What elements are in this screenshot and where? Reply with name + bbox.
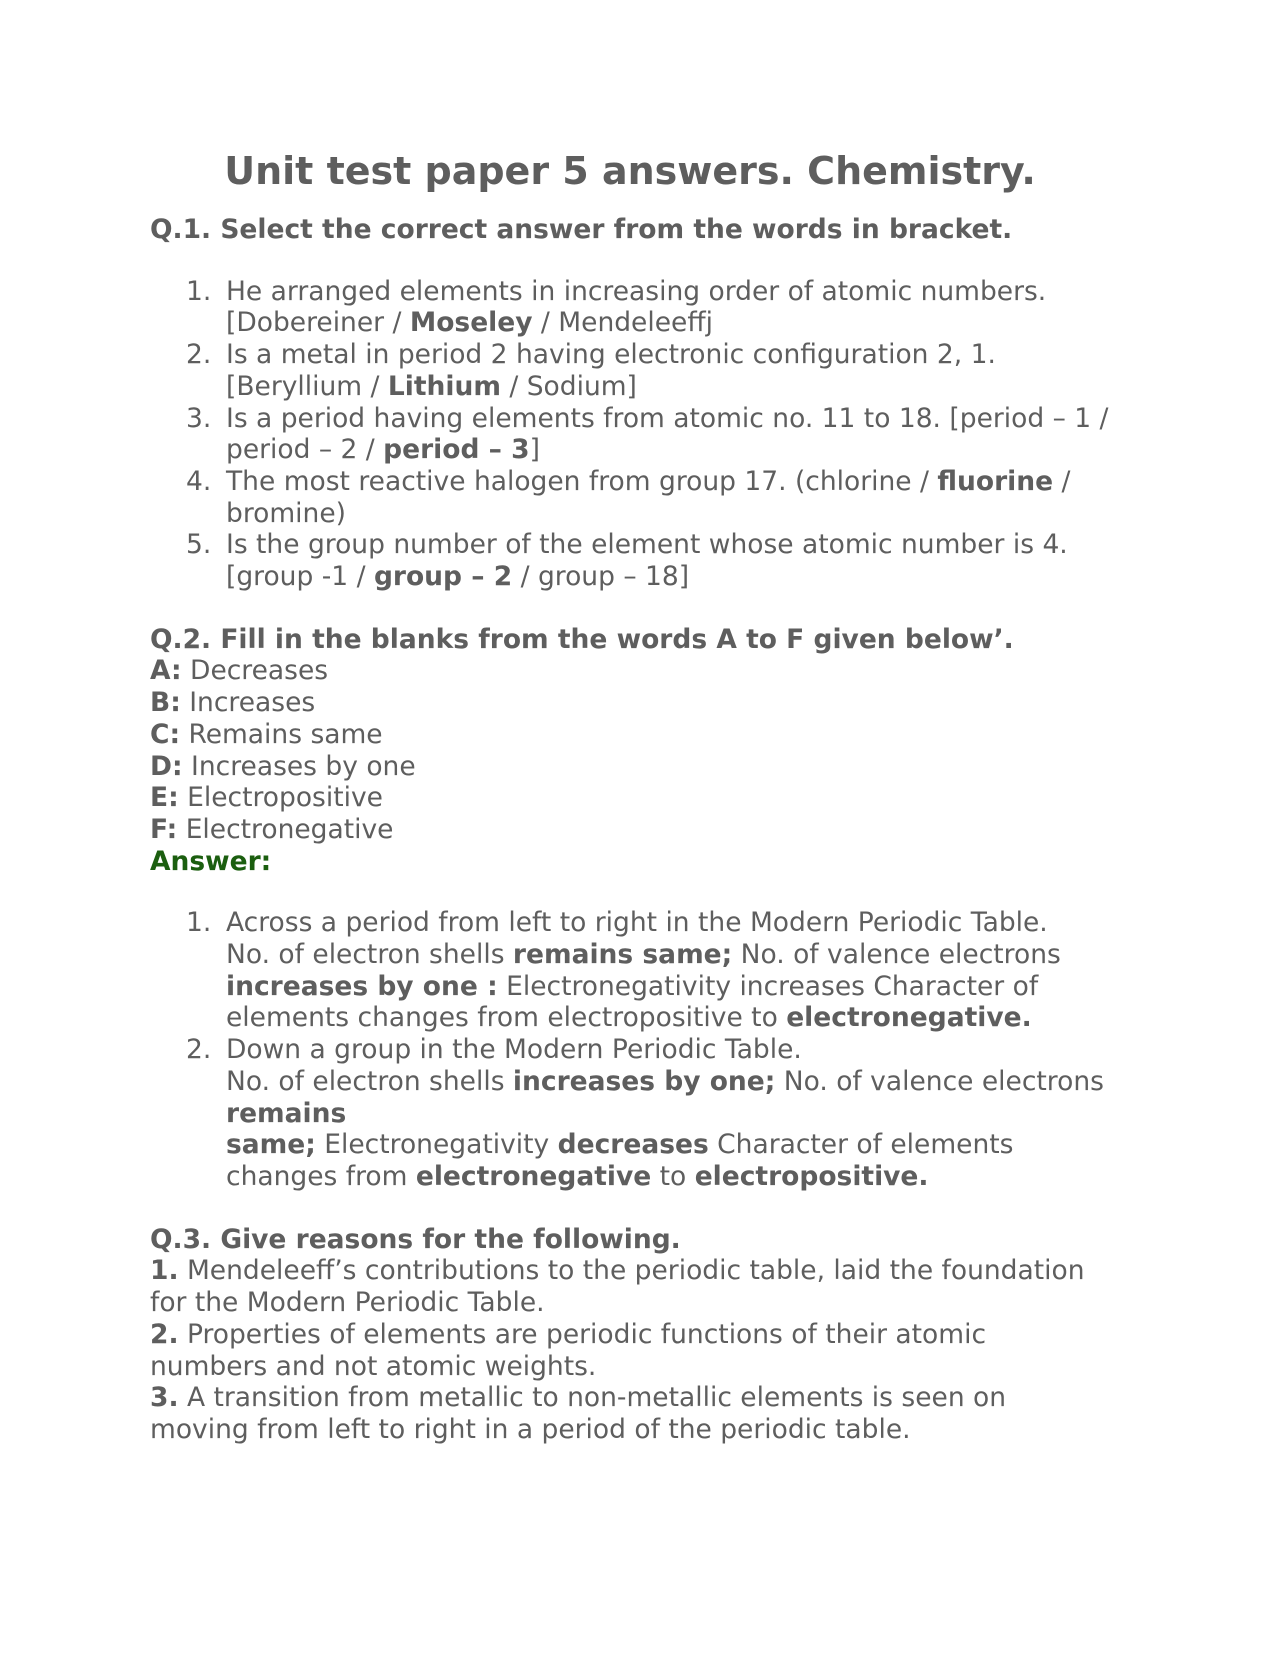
- option-key: C:: [150, 718, 181, 750]
- option-line: [150, 814, 1110, 846]
- option-key: A:: [150, 655, 182, 687]
- item-number: 1.: [150, 1255, 179, 1287]
- item-answer: period – 3: [383, 434, 530, 466]
- item-text: / Mendeleeffj: [532, 307, 713, 339]
- item-answer: increases by one :: [226, 970, 498, 1002]
- option-line: [150, 655, 1110, 687]
- option-key: B:: [150, 687, 181, 719]
- q2-answer-item: [150, 1034, 1110, 1193]
- answer-label: Answer:: [150, 845, 272, 877]
- q3-item: [150, 1319, 1110, 1382]
- item-text: Is a period having elements from atomic no. 11 to 18. [period – 1 / period – 2 /: [226, 402, 1109, 466]
- item-answer: remains same;: [512, 939, 733, 971]
- item-text: The most reactive halogen from group 17. (chlorine /: [226, 465, 938, 497]
- q3-item: [150, 1382, 1110, 1445]
- item-number: 2.: [186, 339, 212, 371]
- item-answer: increases by one;: [512, 1065, 776, 1097]
- q3-heading: Q.3. Give reasons for the following.: [150, 1223, 681, 1255]
- item-answer: same;: [226, 1129, 316, 1161]
- item-text: He arranged elements in increasing order of atomic numbers. [Dobereiner /: [226, 275, 1047, 339]
- item-answer: electropositive.: [694, 1160, 929, 1192]
- item-number: 2.: [150, 1318, 179, 1350]
- item-text: No. of valence electrons: [732, 939, 1061, 971]
- q2-options: [150, 655, 1110, 845]
- item-number: 1.: [186, 275, 212, 307]
- q1-item: [150, 529, 1110, 592]
- q1-item: [150, 466, 1110, 529]
- item-number: 4.: [186, 465, 212, 497]
- q3-items: [150, 1255, 1110, 1445]
- q2-answer-list: [150, 907, 1110, 1192]
- item-text: Electronegativity increases Character of elements changes from electropositive to: [226, 970, 1039, 1034]
- document: [150, 148, 1110, 1446]
- item-text: Is a metal in period 2 having electronic configuration 2, 1. [Beryllium /: [226, 339, 996, 402]
- item-text: Down a group in the Modern Periodic Table.: [226, 1034, 802, 1066]
- option-line: [150, 782, 1110, 814]
- item-text: Electronegativity: [315, 1129, 558, 1161]
- option-text: Electropositive: [178, 782, 383, 814]
- item-text: No. of electron shells: [226, 1065, 513, 1097]
- item-number: 2.: [186, 1034, 212, 1066]
- item-answer: electronegative.: [786, 1002, 1032, 1034]
- item-text: No. of electron shells: [226, 939, 513, 971]
- item-text: / Sodium]: [500, 370, 637, 402]
- item-text: Across a period from left to right in the Modern Periodic Table.: [226, 907, 1048, 939]
- item-number: 3.: [150, 1382, 179, 1414]
- item-answer: remains: [226, 1097, 347, 1129]
- item-text: No. of valence electrons: [775, 1065, 1104, 1097]
- item-text: Properties of elements are periodic functions of their atomic numbers and not atomic weights.: [150, 1318, 987, 1382]
- item-answer: Moseley: [409, 307, 533, 339]
- option-key: E:: [150, 782, 179, 814]
- q1-item: [150, 403, 1110, 466]
- option-text: Electronegative: [177, 813, 394, 845]
- q2-answer-item: [150, 907, 1110, 1034]
- q1-item: [150, 276, 1110, 339]
- q1-heading: Q.1. Select the correct answer from the words in bracket.: [150, 214, 1013, 245]
- option-line: [150, 751, 1110, 783]
- q2-heading: Q.2. Fill in the blanks from the words A to F given below’.: [150, 623, 1014, 655]
- item-answer: electronegative: [415, 1160, 652, 1192]
- item-number: 1.: [186, 907, 212, 939]
- item-text: ]: [529, 434, 540, 466]
- item-number: 5.: [186, 529, 212, 561]
- page-title: Unit test paper 5 answers. Chemistry.: [224, 149, 1036, 193]
- option-text: Decreases: [181, 655, 329, 687]
- option-line: [150, 719, 1110, 751]
- item-text: Is the group number of the element whose atomic number is 4. [group -1 /: [226, 529, 1068, 593]
- item-text: Mendeleeff’s contributions to the periodic table, laid the foundation for the Modern Periodic Table.: [150, 1255, 1085, 1319]
- q3-item: [150, 1255, 1110, 1318]
- item-answer: fluorine: [937, 465, 1054, 497]
- item-text: Character of elements changes from: [226, 1129, 1014, 1192]
- q1-item: [150, 339, 1110, 402]
- item-text: / group – 18]: [512, 561, 690, 593]
- option-text: Increases by one: [182, 750, 416, 782]
- item-text: to: [651, 1160, 695, 1192]
- option-text: Increases: [180, 687, 316, 719]
- item-answer: decreases: [557, 1129, 709, 1161]
- option-line: [150, 687, 1110, 719]
- q1-list: [150, 276, 1110, 593]
- item-answer: Lithium: [387, 370, 501, 402]
- item-answer: group – 2: [373, 561, 513, 593]
- item-number: 3.: [186, 402, 212, 434]
- item-text: A transition from metallic to non-metallic elements is seen on moving from left to right in a period of the periodic table.: [150, 1382, 1007, 1445]
- option-text: Remains same: [180, 718, 383, 750]
- item-text: / bromine): [226, 465, 1071, 529]
- option-key: F:: [150, 813, 178, 845]
- option-key: D:: [150, 750, 183, 782]
